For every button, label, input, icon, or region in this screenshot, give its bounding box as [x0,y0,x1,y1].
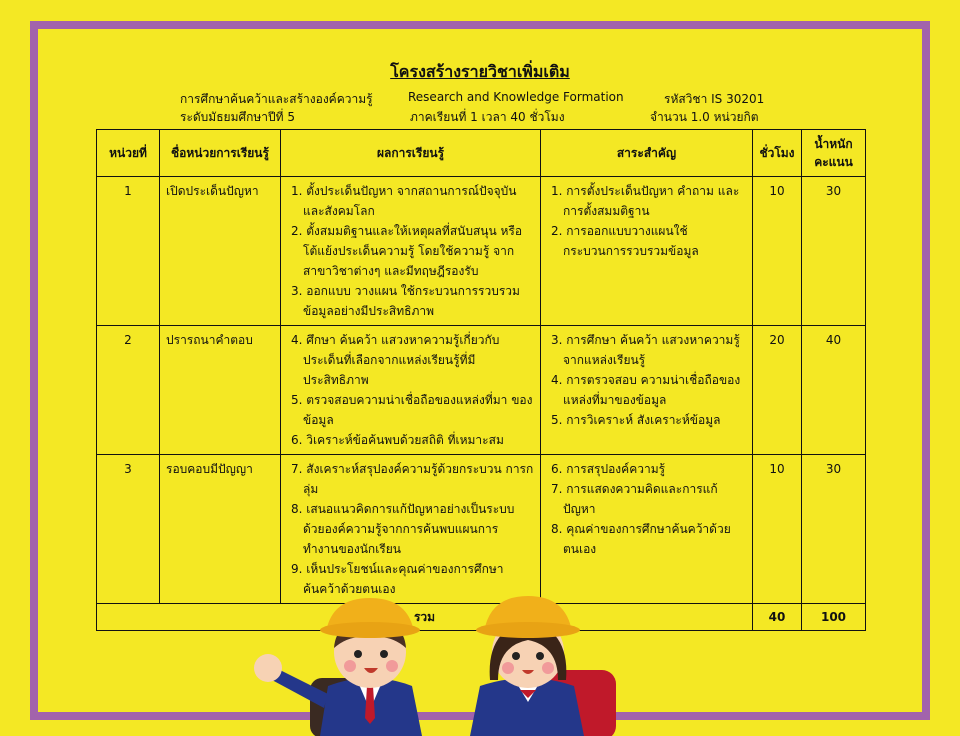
hours-value: 10 [753,455,802,604]
girl-eye [512,652,520,660]
header-outcomes: ผลการเรียนรู้ [281,130,541,177]
course-structure-table [96,129,866,631]
total-label: รวม [97,604,753,631]
content-cell [541,455,753,604]
outcomes-cell [281,177,541,326]
content-item: 2. การออกแบบวางแผนใช้ กระบวนการรวบรวมข้อมูล [551,224,699,258]
outcome-item: 3. ออกแบบ วางแผน ใช้กระบวนการรวบรวม ข้อมูลอย่างมีประสิทธิภาพ [291,284,520,318]
total-weight: 100 [802,604,866,631]
outcome-item: 6. วิเคราะห์ข้อค้นพบด้วยสถิติ ที่เหมาะสม [291,433,504,447]
content-item: 4. การตรวจสอบ ความน่าเชื่อถือของ แหล่งที่มาของข้อมูล [551,373,741,407]
weight-value: 30 [802,455,866,604]
grade-level: ระดับมัธยมศึกษาปีที่ 5 [180,110,295,124]
girl-hat-brim [476,622,580,638]
unit-name: รอบคอบมีปัญญา [160,455,281,604]
table-row [97,326,866,455]
boy-hat-brim [320,622,420,638]
outcome-item: 7. สังเคราะห์สรุปองค์ความรู้ด้วยกระบวน การกลุ่ม [291,462,534,496]
content-cell [541,177,753,326]
header-content: สาระสำคัญ [541,130,753,177]
weight-value: 40 [802,326,866,455]
content-item: 1. การตั้งประเด็นปัญหา คำถาม และการตั้งสมมติฐาน [551,184,740,218]
credits: จำนวน 1.0 หน่วยกิต [650,110,759,124]
table-header-row [97,130,866,177]
girl-cheek [502,662,514,674]
content-item: 5. การวิเคราะห์ สังเคราะห์ข้อมูล [551,413,721,427]
course-code: รหัสวิชา IS 30201 [664,92,765,106]
hours-value: 10 [753,177,802,326]
header-hours: ชั่วโมง [753,130,802,177]
unit-number: 3 [97,455,160,604]
girl-cheek [542,662,554,674]
weight-value: 30 [802,177,866,326]
boy-hand [254,654,282,682]
outcome-item: 4. ศึกษา ค้นคว้า แสวงหาความรู้เกี่ยวกับ ประเด็นที่เลือกจากแหล่งเรียนรู้ที่มี ประสิทธิภาพ [291,333,500,387]
unit-number: 2 [97,326,160,455]
content-cell [541,326,753,455]
students-illustration [240,590,660,736]
girl-eye [536,652,544,660]
unit-number: 1 [97,177,160,326]
page-title: โครงสร้างรายวิชาเพิ่มเติม [390,62,570,81]
table-row [97,455,866,604]
course-name-en: Research and Knowledge Formation [408,90,624,104]
boy-eye [380,650,388,658]
outcome-item: 1. ตั้งประเด็นปัญหา จากสถานการณ์ปัจจุบัน และสังคมโลก [291,184,517,218]
outcome-item: 5. ตรวจสอบความน่าเชื่อถือของแหล่งที่มา ของข้อมูล [291,393,533,427]
header-unit: หน่วยที่ [97,130,160,177]
outcome-item: 9. เห็นประโยชน์และคุณค่าของการศึกษา ค้นคว้าด้วยตนเอง [291,562,504,596]
content-item: 7. การแสดงความคิดและการแก้ ปัญหา [551,482,718,516]
outcome-item: 8. เสนอแนวคิดการแก้ปัญหาอย่างเป็นระบบ ด้วยองค์ความรู้จากการค้นพบแผนการ ทำงานของนักเรียน [291,502,515,556]
content-item: 6. การสรุปองค์ความรู้ [551,462,666,476]
outcome-item: 2. ตั้งสมมติฐานและให้เหตุผลที่สนับสนุน หรือโต้แย้งประเด็นความรู้ โดยใช้ความรู้ จากสาขาวิชาต่างๆ และมีทฤษฎีรองรับ [291,224,523,278]
outcomes-cell [281,326,541,455]
content-item: 3. การศึกษา ค้นคว้า แสวงหาความรู้ จากแหล่งเรียนรู้ [551,333,740,367]
boy-cheek [344,660,356,672]
hours-value: 20 [753,326,802,455]
course-name-th: การศึกษาค้นคว้าและสร้างองค์ความรู้ [180,92,373,106]
outcomes-cell [281,455,541,604]
unit-name: เปิดประเด็นปัญหา [160,177,281,326]
term-hours: ภาคเรียนที่ 1 เวลา 40 ชั่วโมง [410,110,565,124]
header-weight: น้ำหนักคะแนน [802,130,866,177]
unit-name: ปรารถนาคำตอบ [160,326,281,455]
boy-cheek [386,660,398,672]
total-hours: 40 [753,604,802,631]
boy-eye [354,650,362,658]
header-unit-name: ชื่อหน่วยการเรียนรู้ [160,130,281,177]
table-row [97,177,866,326]
content-item: 8. คุณค่าของการศึกษาค้นคว้าด้วย ตนเอง [551,522,731,556]
